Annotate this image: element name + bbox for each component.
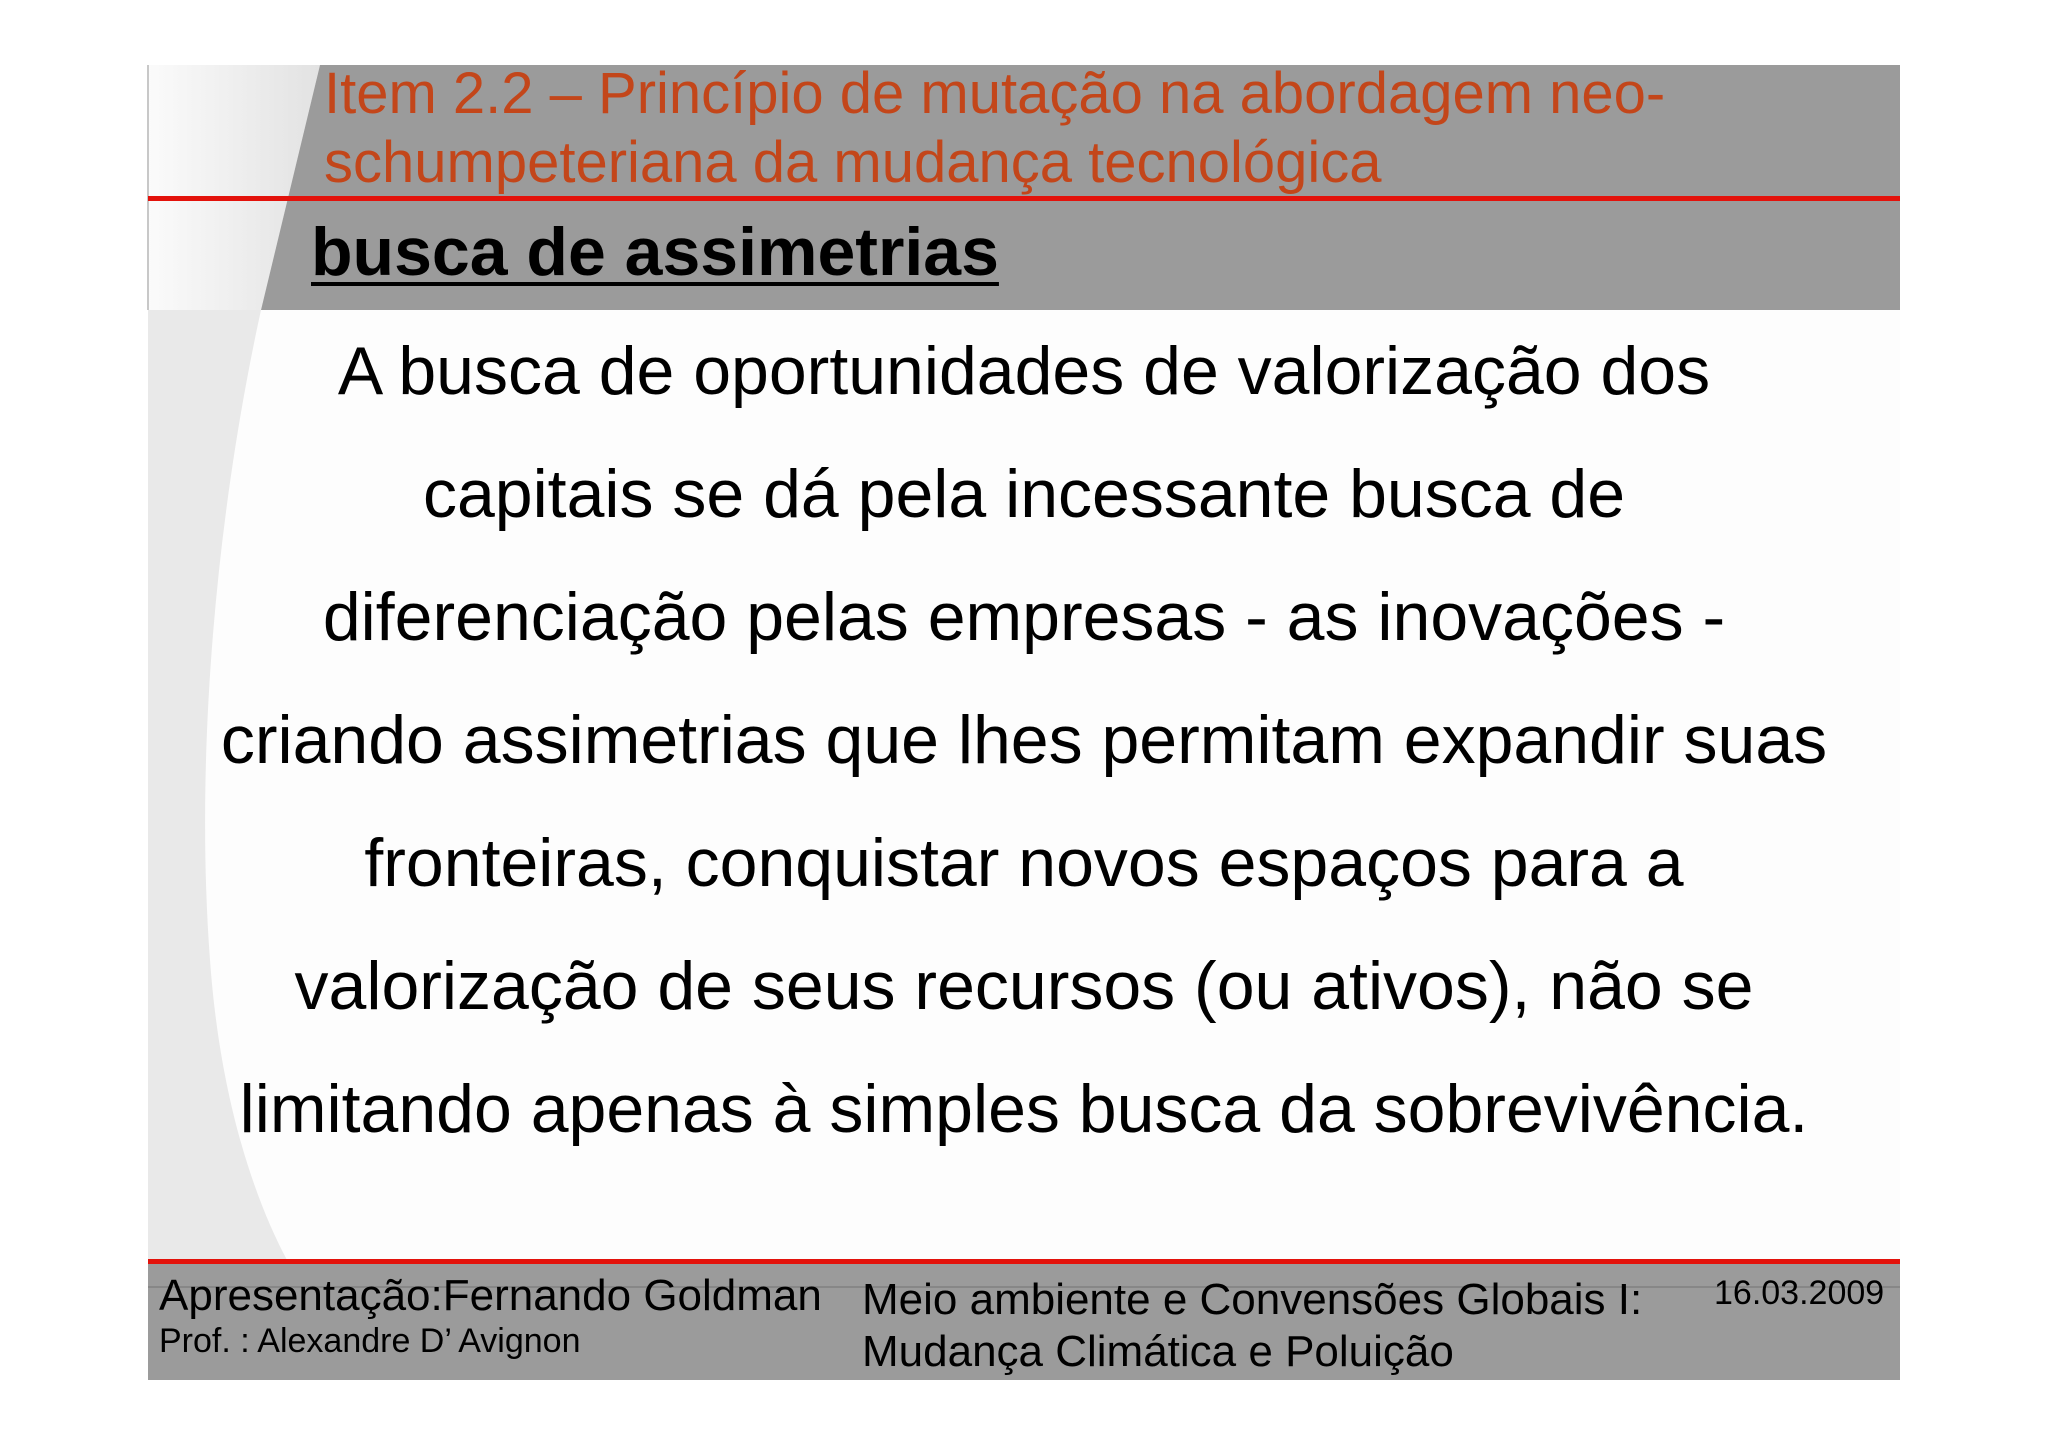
body-text-line-7: limitando apenas à simples busca da sobrevivência. <box>239 1071 1809 1147</box>
footer-date: 16.03.2009 <box>1714 1274 1885 1312</box>
slide-subtitle: busca de assimetrias <box>311 214 999 290</box>
body-text-line-4: criando assimetrias que lhes permitam expandir suas <box>220 702 1828 778</box>
body-text-line-6: valorização de seus recursos (ou ativos), não se <box>294 948 1754 1024</box>
body-text-line-1: A busca de oportunidades de valorização dos <box>337 333 1711 409</box>
header-left-edge <box>147 65 149 310</box>
footer-course-line-2: Mudança Climática e Poluição <box>862 1327 1454 1376</box>
body-text-line-3: diferenciação pelas empresas - as inovações - <box>322 579 1726 655</box>
body-text-line-2: capitais se dá pela incessante busca de <box>422 456 1626 532</box>
footer-red-line <box>148 1259 1900 1264</box>
footer-course-line-1: Meio ambiente e Convensões Globais I: <box>862 1275 1643 1324</box>
slide-title-line-2: schumpeteriana da mudança tecnológica <box>324 130 1382 195</box>
slide-title-line-1: Item 2.2 – Princípio de mutação na abordagem neo- <box>324 61 1666 126</box>
body-text-line-5: fronteiras, conquistar novos espaços para a <box>364 825 1684 901</box>
footer-presenter: Apresentação:Fernando Goldman <box>159 1271 822 1320</box>
slide-body-text <box>148 310 1900 1171</box>
footer-professor: Prof. : Alexandre D’ Avignon <box>159 1322 581 1360</box>
